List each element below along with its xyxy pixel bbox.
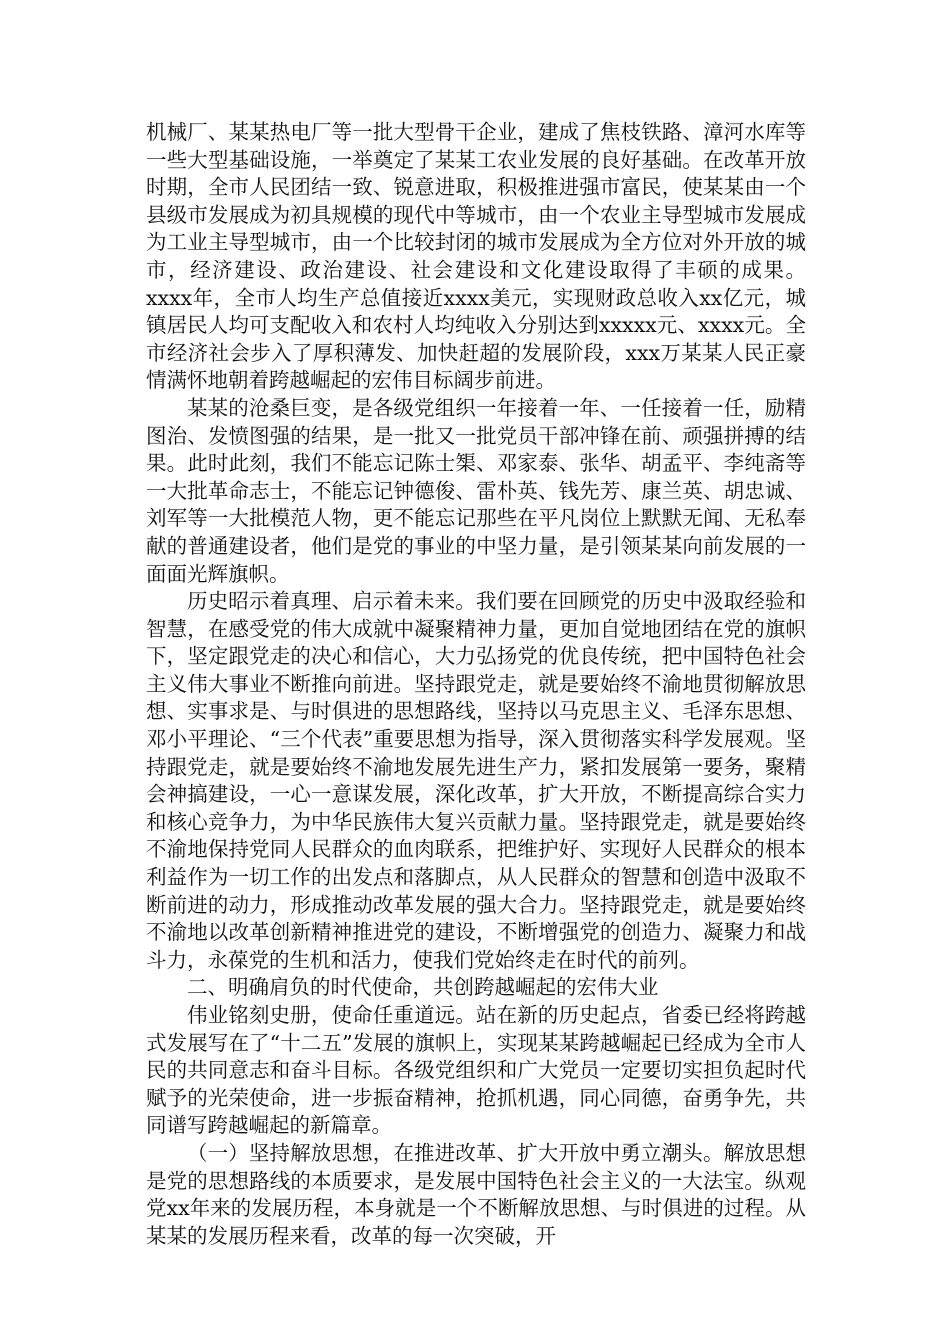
paragraph-mission: 伟业铭刻史册，使命任重道远。站在新的历史起点，省委已经将跨越式发展写在了“十二五”发展的旗帜上，实现某某跨越崛起已经成为全市人民的共同意志和奋斗目标。各级党组织和广大党员一定要切实担负起时代赋予的光荣使命，进一步振奋精神，抢抓机遇，同心同德，奋勇争先，共同谱写跨越崛起的新篇章。 — [146, 1003, 806, 1138]
paragraph-heroes: 某某的沧桑巨变，是各级党组织一年接着一年、一任接着一任，励精图治、发愤图强的结果，是一批又一批党员干部冲锋在前、顽强拼搏的结果。此时此刻，我们不能忘记陈士榘、邓家泰、张华、胡孟平、李纯斋等一大批革命志士，不能忘记钟德俊、雷朴英、钱先芳、康兰英、胡忠诚、刘军等一大批模范人物，更不能忘记那些在平凡岗位上默默无闻、无私奉献的普通建设者，他们是党的事业的中坚力量，是引领某某向前发展的一面面光辉旗帜。 — [146, 395, 806, 586]
section-heading-mission: 二、明确肩负的时代使命，共创跨越崛起的宏伟大业 — [187, 975, 659, 1000]
paragraph-history-achievements: 机械厂、某某热电厂等一批大型骨干企业，建成了焦枝铁路、漳河水库等一些大型基础设施，一举奠定了某某工农业发展的良好基础。在改革开放时期，全市人民团结一致、锐意进取，积极推进强市富民，使某某由一个县级市发展成为初具规模的现代中等城市，由一个农业主导型城市发展成为工业主导型城市，由一个比较封闭的城市发展成为全方位对外开放的城市，经济建设、政治建设、社会建设和文化建设取得了丰硕的成果。xxxx年，全市人均生产总值接近xxxx美元，实现财政总收入xx亿元，城镇居民人均可支配收入和农村人均纯收入分别达到xxxxx元、xxxx元。全市经济社会步入了厚积薄发、加快赶超的发展阶段，xxx万某某人民正豪情满怀地朝着跨越崛起的宏伟目标阔步前进。 — [146, 120, 806, 393]
paragraph-follow-party: 历史昭示着真理、启示着未来。我们要在回顾党的历史中汲取经验和智慧，在感受党的伟大成就中凝聚精神力量，更加自觉地团结在党的旗帜下，坚定跟党走的决心和信心，大力弘扬党的优良传统，把中国特色社会主义伟大事业不断推向前进。坚持跟党走，就是要始终不渝地贯彻解放思想、实事求是、与时俱进的思想路线，坚持以马克思主义、毛泽东思想、邓小平理论、“三个代表”重要思想为指导，深入贯彻落实科学发展观。坚持跟党走，就是要始终不渝地发展先进生产力，紧扣发展第一要务，聚精会神搞建设，一心一意谋发展，深化改革，扩大开放，不断提高综合实力和核心竞争力，为中华民族伟大复兴贡献力量。坚持跟党走，就是要始终不渝地保持党同人民群众的血肉联系，把维护好、实现好人民群众的根本利益作为一切工作的出发点和落脚点，从人民群众的智慧和创造中汲取不断前进的动力，形成推动改革发展的强大合力。坚持跟党走，就是要始终不渝地以改革创新精神推进党的建设，不断增强党的创造力、凝聚力和战斗力，永葆党的生机和活力，使我们党始终走在时代的前列。 — [146, 589, 806, 972]
paragraph-emancipate-mind: （一）坚持解放思想，在推进改革、扩大开放中勇立潮头。解放思想是党的思想路线的本质要求，是发展中国特色社会主义的一大法宝。纵观党xx年来的发展历程，本身就是一个不断解放思想、与时俱进的过程。从某某的发展历程来看，改革的每一次突破，开 — [146, 1140, 806, 1248]
document-body — [146, 119, 806, 1250]
